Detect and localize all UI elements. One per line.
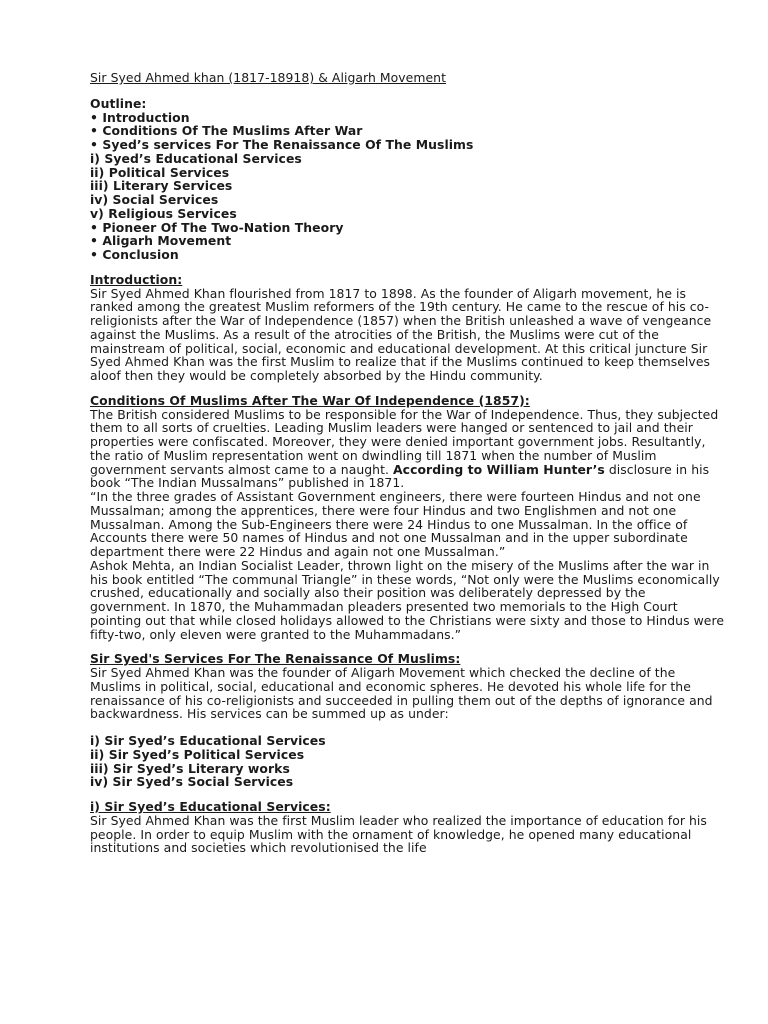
services-list (90, 734, 728, 789)
conditions-body-text: The British considered Muslims to be responsible for the War of Independence. Thus, they subjected them to all sorts of cruelties. Leading Muslim leaders were hanged or sentenced to jail and their properties were confiscated. Moreover, they were denied important government jobs. Resultantly, the ratio of Muslim representation went on dwindling till 1871 when the number of Muslim government servants almost came to a naught. (90, 406, 719, 477)
outline-item: iv) Social Services (90, 192, 219, 207)
conditions-body (90, 408, 728, 491)
introduction-section (90, 273, 728, 383)
outline-item: • Syed’s services For The Renaissance Of The Muslims (90, 137, 474, 152)
educational-heading: i) Sir Syed’s Educational Services: (90, 799, 331, 814)
outline-item: • Pioneer Of The Two-Nation Theory (90, 219, 344, 235)
educational-section (90, 800, 728, 855)
outline-item: • Conditions Of The Muslims After War (90, 123, 363, 139)
outline-item: ii) Political Services (90, 164, 230, 180)
outline-item: • Introduction (90, 109, 190, 125)
outline-item: • Aligarh Movement (90, 233, 232, 249)
conditions-section (90, 394, 728, 642)
mehta-paragraph: Ashok Mehta, an Indian Socialist Leader, thrown light on the misery of the Muslims after the war in his book entitled “The communal Triangle” in these words, “Not only were the Muslims economically crushed, educationally and socially also their position was deliberately depressed by the government. In 1870, the Muhammadan pleaders presented two memorials to the High Court pointing out that while closed holidays allowed to the Christians were sixty and those to Hindus were fifty-two, only eleven were granted to the Muhammadans.” (90, 557, 725, 642)
document-title: Sir Syed Ahmed khan (1817-18918) & Aligarh Movement (90, 70, 447, 85)
outline-item: iii) Literary Services (90, 178, 233, 194)
services-body: Sir Syed Ahmed Khan was the founder of Aligarh Movement which checked the decline of the Muslims in political, social, educational and economic spheres. He devoted his whole life for the renaissance of his co-religionists and succeeded in pulling them out of the depths of ignorance and backwardness. His services can be summed up as under: (90, 665, 713, 722)
outline-item: • Conclusion (90, 247, 179, 262)
introduction-heading: Introduction: (90, 271, 183, 287)
services-list-item: ii) Sir Syed’s Political Services (90, 746, 305, 762)
conditions-body-text-end: disclosure in his book “The Indian Mussalmans” published in 1871. (90, 461, 710, 491)
conditions-heading: Conditions Of Muslims After The War Of Independence (1857): (90, 392, 530, 408)
introduction-body: Sir Syed Ahmed Khan flourished from 1817 to 1898. As the founder of Aligarh movement, he is ranked among the greatest Muslim reformers of the 19th century. He came to the rescue of his co-religionists after the War of Independence (1857) when the British unleashed a wave of vengeance against the Muslims. As a result of the atrocities of the British, the Muslims were cut of the mainstream of political, social, economic and educational development. At this critical juncture Sir Syed Ahmed Khan was the first Muslim to realize that if the Muslims continued to keep themselves aloof then they would be completely absorbed by the Hindu community. (90, 285, 712, 383)
services-list-item: iii) Sir Syed’s Literary works (90, 760, 290, 776)
services-list-item: iv) Sir Syed’s Social Services (90, 774, 294, 790)
services-heading: Sir Syed's Services For The Renaissance Of Muslims: (90, 651, 461, 667)
educational-body: Sir Syed Ahmed Khan was the first Muslim leader who realized the importance of education for his people. In order to equip Muslim with the ornament of knowledge, he opened many educational institutions and societies which revolutionised the life (90, 812, 707, 856)
hunter-quote: “In the three grades of Assistant Government engineers, there were fourteen Hindus and not one Mussalman; among the apprentices, there were four Hindus and two Englishmen and not one Mussalman. Among the Sub-Engineers there were 24 Hindus to one Mussalman. In the office of Accounts there were 50 names of Hindus and not one Mussalman and in the upper subordinate department there were 22 Hindus and again not one Mussalman.” (90, 489, 701, 559)
services-list-item: i) Sir Syed’s Educational Services (90, 733, 326, 748)
services-section (90, 652, 728, 789)
outline-label: Outline: (90, 95, 147, 111)
hunter-reference: According to William Hunter’s (393, 461, 605, 477)
outline-section (90, 97, 728, 262)
outline-item: v) Religious Services (90, 205, 237, 221)
outline-item: i) Syed’s Educational Services (90, 150, 302, 166)
